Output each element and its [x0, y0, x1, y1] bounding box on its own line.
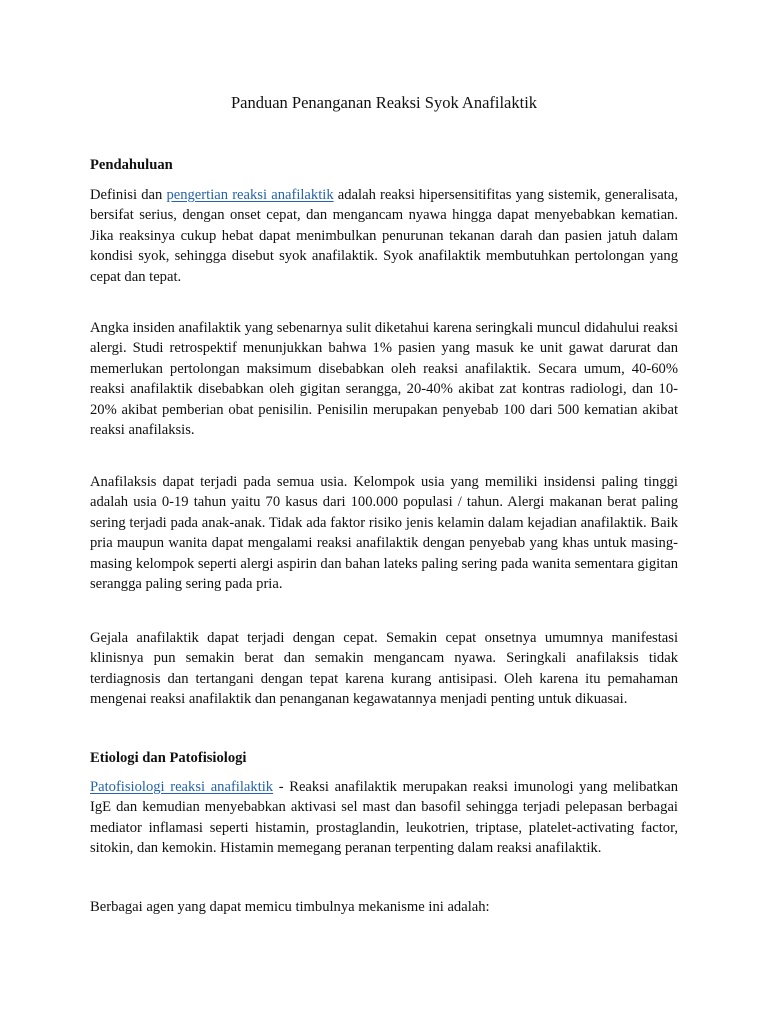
document-title: Panduan Penanganan Reaksi Syok Anafilaktik [230, 93, 538, 112]
link-pengertian-reaksi-anafilaktik[interactable]: pengertian reaksi anafilaktik [166, 187, 334, 203]
paragraph-text: Definisi dan [90, 187, 167, 203]
paragraph-gejala: Gejala anafilaktik dapat terjadi dengan cepat. Semakin cepat onsetnya umumnya manifestasi klinisnya pun semakin berat dan semakin mengancam nyawa. Seringkali anafilaksis tidak terdiagnosis dan tertangani dengan tepat karena kurang antisipasi. Oleh karena itu pemahaman mengenai reaksi anafilaktik dan penanganan kegawatannya menjadi penting untuk dikuasai. [90, 630, 678, 708]
link-patofisiologi-reaksi-anafilaktik[interactable]: Patofisiologi reaksi anafilaktik [90, 779, 274, 795]
section-heading-etiologi: Etiologi dan Patofisiologi [90, 750, 247, 766]
paragraph-text: adalah reaksi hipersensitifitas yang sistemik, generalisata, bersifat serius, dengan onset cepat, dan mengancam nyawa hingga dapat menyebabkan kematian. Jika reaksinya cukup hebat dapat menimbulkan penurunan tekanan darah dan pasien jatuh dalam kondisi syok, sehingga disebut syok anafilaktik. Syok anafilaktik membutuhkan pertolongan yang cepat dan tepat. [90, 187, 678, 285]
paragraph-definisi [90, 185, 678, 287]
section-heading-pendahuluan: Pendahuluan [90, 157, 173, 173]
paragraph-patofisiologi [90, 777, 678, 859]
paragraph-text: - Reaksi anafilaktik merupakan reaksi imunologi yang melibatkan IgE dan kemudian menyebabkan aktivasi sel mast dan basofil sehingga terjadi pelepasan berbagai mediator inflamasi seperti histamin, prostaglandin, leukotrien, triptase, platelet-activating factor, sitokin, dan kemokin. Histamin memegang peranan terpenting dalam reaksi anafilaktik. [90, 779, 678, 857]
paragraph-berbagai-agen: Berbagai agen yang dapat memicu timbulnya mekanisme ini adalah: [90, 899, 490, 915]
paragraph-anafilaksis-usia: Anafilaksis dapat terjadi pada semua usia. Kelompok usia yang memiliki insidensi paling tinggi adalah usia 0-19 tahun yaitu 70 kasus dari 100.000 populasi / tahun. Alergi makanan berat paling sering terjadi pada anak-anak. Tidak ada faktor risiko jenis kelamin dalam kejadian anafilaktik. Baik pria maupun wanita dapat mengalami reaksi anafilaktik dengan penyebab yang khas untuk masing-masing kelompok seperti alergi aspirin dan bahan lateks paling sering pada wanita sementara gigitan serangga paling sering pada pria. [90, 474, 678, 593]
paragraph-angka-insiden: Angka insiden anafilaktik yang sebenarnya sulit diketahui karena seringkali muncul didahului reaksi alergi. Studi retrospektif menunjukkan bahwa 1% pasien yang masuk ke unit gawat darurat dan memerlukan pertolongan maksimum disebabkan oleh reaksi anafilaktik. Secara umum, 40-60% reaksi anafilaktik disebabkan oleh gigitan serangga, 20-40% akibat zat kontras radiologi, dan 10-20% akibat pemberian obat penisilin. Penisilin merupakan penyebab 100 dari 500 kematian akibat reaksi anafilaksis. [90, 320, 678, 439]
